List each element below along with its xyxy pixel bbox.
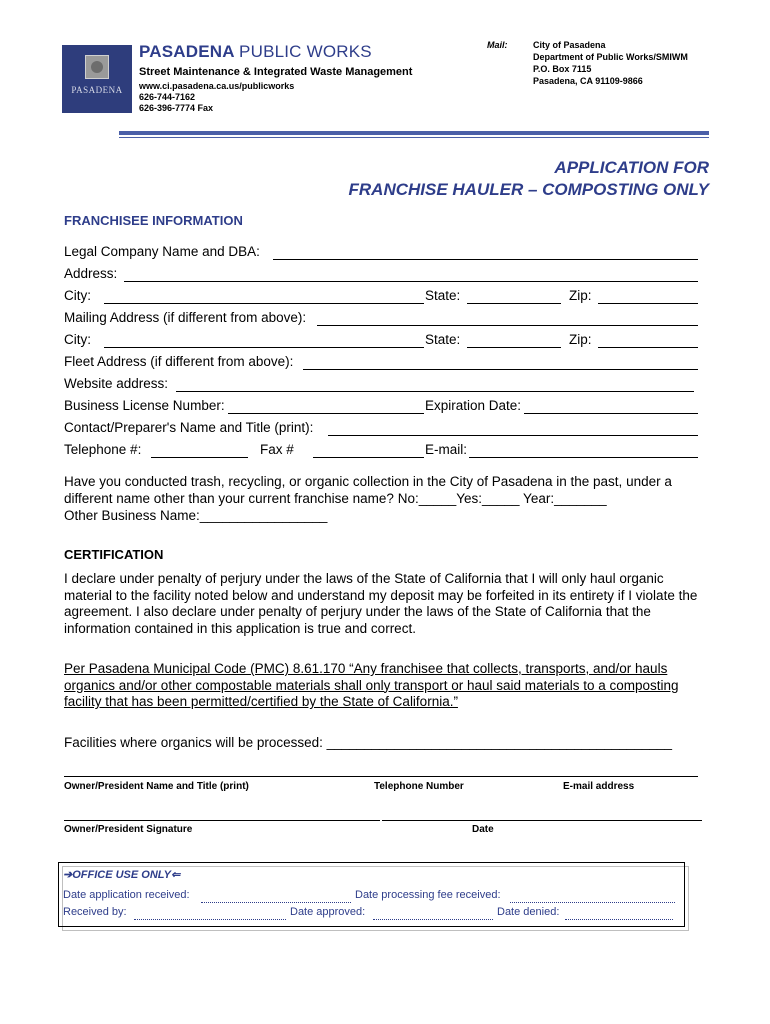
pmc-quote: Per Pasadena Municipal Code (PMC) 8.61.170 “Any franchisee that collects, transports, and/or hauls organics and/or other compostable materials shall only transport or haul said materials to a composting facility that has been permitted/certified by the State of California.” — [64, 661, 679, 709]
arrow-left-icon: ⇐ — [171, 869, 181, 881]
date-label: Date — [472, 824, 494, 835]
date-received-field[interactable] — [201, 902, 351, 903]
city-field[interactable] — [104, 303, 424, 304]
fee-received-field[interactable] — [510, 902, 675, 903]
contact-field[interactable] — [328, 435, 698, 436]
org-name — [139, 42, 372, 62]
history-question-line1: Have you conducted trash, recycling, or organic collection in the City of Pasadena in the past, under a — [64, 474, 672, 489]
license-label: Business License Number: — [64, 398, 225, 413]
email-address-label: E-mail address — [563, 781, 635, 792]
telephone-label: Telephone #: — [64, 442, 142, 457]
owner-info-line[interactable] — [64, 776, 698, 777]
telephone-number-label: Telephone Number — [374, 781, 464, 792]
division-name: Street Maintenance & Integrated Waste Management — [139, 66, 413, 78]
mailing-address-field[interactable] — [317, 325, 698, 326]
pasadena-logo — [62, 45, 132, 113]
mail-line: P.O. Box 7115 — [533, 64, 592, 74]
city-label: City: — [64, 288, 91, 303]
city-seal-icon — [85, 55, 109, 79]
fee-received-label: Date processing fee received: — [355, 889, 501, 901]
other-business-name: Other Business Name:_________________ — [64, 508, 328, 523]
email-label: E-mail: — [425, 442, 468, 457]
logo-text: PASADENA — [71, 85, 123, 95]
mailing-zip-label: Zip: — [569, 332, 592, 347]
mailing-state-field[interactable] — [467, 347, 561, 348]
org-fax: 626-396-7774 Fax — [139, 103, 214, 113]
mail-line: City of Pasadena — [533, 40, 606, 50]
zip-field[interactable] — [598, 303, 698, 304]
arrow-right-icon: ➔ — [63, 869, 73, 881]
mail-line: Department of Public Works/SMIWM — [533, 52, 688, 62]
fax-field[interactable] — [313, 457, 424, 458]
org-website: www.ci.pasadena.ca.us/publicworks — [139, 81, 295, 91]
zip-label: Zip: — [569, 288, 592, 303]
section-heading-franchisee: FRANCHISEE INFORMATION — [64, 213, 243, 228]
section-heading-certification: CERTIFICATION — [64, 547, 164, 562]
address-field[interactable] — [124, 281, 698, 282]
website-label: Website address: — [64, 376, 169, 391]
mailing-state-label: State: — [425, 332, 461, 347]
date-denied-field[interactable] — [565, 919, 673, 920]
expiration-label: Expiration Date: — [425, 398, 522, 413]
telephone-field[interactable] — [151, 457, 248, 458]
mail-line: Pasadena, CA 91109-9866 — [533, 76, 643, 86]
address-label: Address: — [64, 266, 118, 281]
date-approved-field[interactable] — [373, 919, 493, 920]
fax-label: Fax # — [260, 442, 294, 457]
expiration-field[interactable] — [524, 413, 698, 414]
received-by-field[interactable] — [134, 919, 286, 920]
contact-label: Contact/Preparer's Name and Title (print): — [64, 420, 314, 435]
mailing-address-label: Mailing Address (if different from above): — [64, 310, 307, 325]
mailing-city-label: City: — [64, 332, 91, 347]
license-field[interactable] — [228, 413, 424, 414]
org-phone: 626-744-7162 — [139, 92, 196, 102]
date-received-label: Date application received: — [63, 889, 190, 901]
office-use-title — [63, 868, 180, 881]
website-field[interactable] — [176, 391, 694, 392]
office-use-title-text: OFFICE USE ONLY — [72, 869, 172, 881]
legal-name-label: Legal Company Name and DBA: — [64, 244, 260, 259]
form-title-line2: FRANCHISE HAULER – COMPOSTING ONLY — [348, 180, 709, 199]
date-denied-label: Date denied: — [497, 906, 560, 918]
legal-name-field[interactable] — [273, 259, 698, 260]
header-divider-thin — [119, 137, 709, 138]
date-approved-label: Date approved: — [290, 906, 366, 918]
header-divider — [119, 131, 709, 135]
fleet-address-field[interactable] — [303, 369, 698, 370]
owner-signature-line[interactable] — [64, 820, 380, 821]
facilities-label: Facilities where organics will be processed: ______________________________________________ — [64, 735, 672, 750]
owner-name-label: Owner/President Name and Title (print) — [64, 781, 249, 792]
org-name-bold: PASADENA — [139, 42, 235, 61]
certification-text: I declare under penalty of perjury under the laws of the State of California that I will only haul organic material to the facility noted below and understand my deposit may be forfeited in its entirety if I violate the agreement. I also declare under penalty of perjury under the laws of the State of California that the information contained in this application is true and correct. — [64, 571, 698, 636]
org-name-rest: PUBLIC WORKS — [239, 42, 372, 61]
history-question-line2: different name other than your current franchise name? No:_____Yes:_____ Year:_______ — [64, 491, 607, 506]
email-field[interactable] — [469, 457, 698, 458]
owner-signature-label: Owner/President Signature — [64, 824, 193, 835]
mail-label: Mail: — [487, 40, 508, 50]
received-by-label: Received by: — [63, 906, 127, 918]
state-label: State: — [425, 288, 461, 303]
state-field[interactable] — [467, 303, 561, 304]
signature-date-line[interactable] — [382, 820, 702, 821]
fleet-address-label: Fleet Address (if different from above): — [64, 354, 294, 369]
form-title-line1: APPLICATION FOR — [554, 158, 709, 177]
mailing-zip-field[interactable] — [598, 347, 698, 348]
mailing-city-field[interactable] — [104, 347, 424, 348]
